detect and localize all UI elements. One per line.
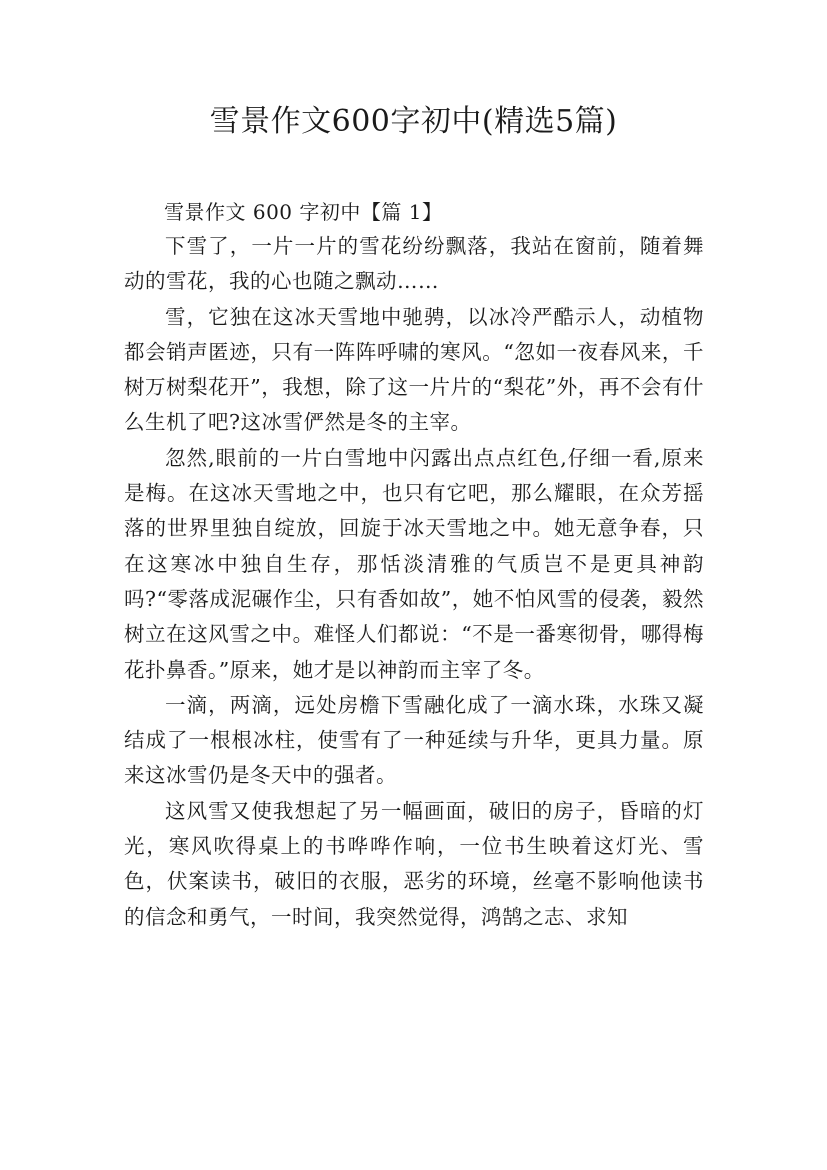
paragraph: 这风雪又使我想起了另一幅画面，破旧的房子，昏暗的灯光，寒风吹得桌上的书哗哗作响，一位书生映着这灯光、雪色，伏案读书，破旧的衣服，恶劣的环境，丝毫不影响他读书的信念和勇气，一时间，我突然觉得，鸿鹄之志、求知 bbox=[124, 798, 704, 929]
document-title: 雪景作文600字初中(精选5篇) bbox=[209, 104, 618, 139]
paragraph: 忽然,眼前的一片白雪地中闪露出点点红色,仔细一看,原来是梅。在这冰天雪地之中，也只有它吧，那么耀眼，在众芳摇落的世界里独自绽放，回旋于冰天雪地之中。她无意争春，只在这寒冰中独自生存，那恬淡清雅的气质岂不是更具神韵吗?“零落成泥碾作尘，只有香如故”，她不怕风雪的侵袭，毅然树立在这风雪之中。难怪人们都说：“不是一番寒彻骨，哪得梅花扑鼻香。”原来，她才是以神韵而主宰了冬。 bbox=[124, 445, 704, 682]
paragraph: 下雪了，一片一片的雪花纷纷飘落，我站在窗前，随着舞动的雪花，我的心也随之飘动…… bbox=[124, 234, 704, 294]
paragraph: 一滴，两滴，远处房檐下雪融化成了一滴水珠，水珠又凝结成了一根根冰柱，使雪有了一种延续与升华，更具力量。原来这冰雪仍是冬天中的强者。 bbox=[124, 692, 704, 788]
paragraph: 雪，它独在这冰天雪地中驰骋，以冰冷严酷示人，动植物都会销声匿迹，只有一阵阵呼啸的寒风。“忽如一夜春风来，千树万树梨花开”，我想，除了这一片片的“梨花”外，再不会有什么生机了吧?这冰雪俨然是冬的主宰。 bbox=[124, 304, 704, 435]
document-body bbox=[124, 195, 704, 935]
section-heading: 雪景作文 600 字初中【篇 1】 bbox=[164, 200, 443, 224]
